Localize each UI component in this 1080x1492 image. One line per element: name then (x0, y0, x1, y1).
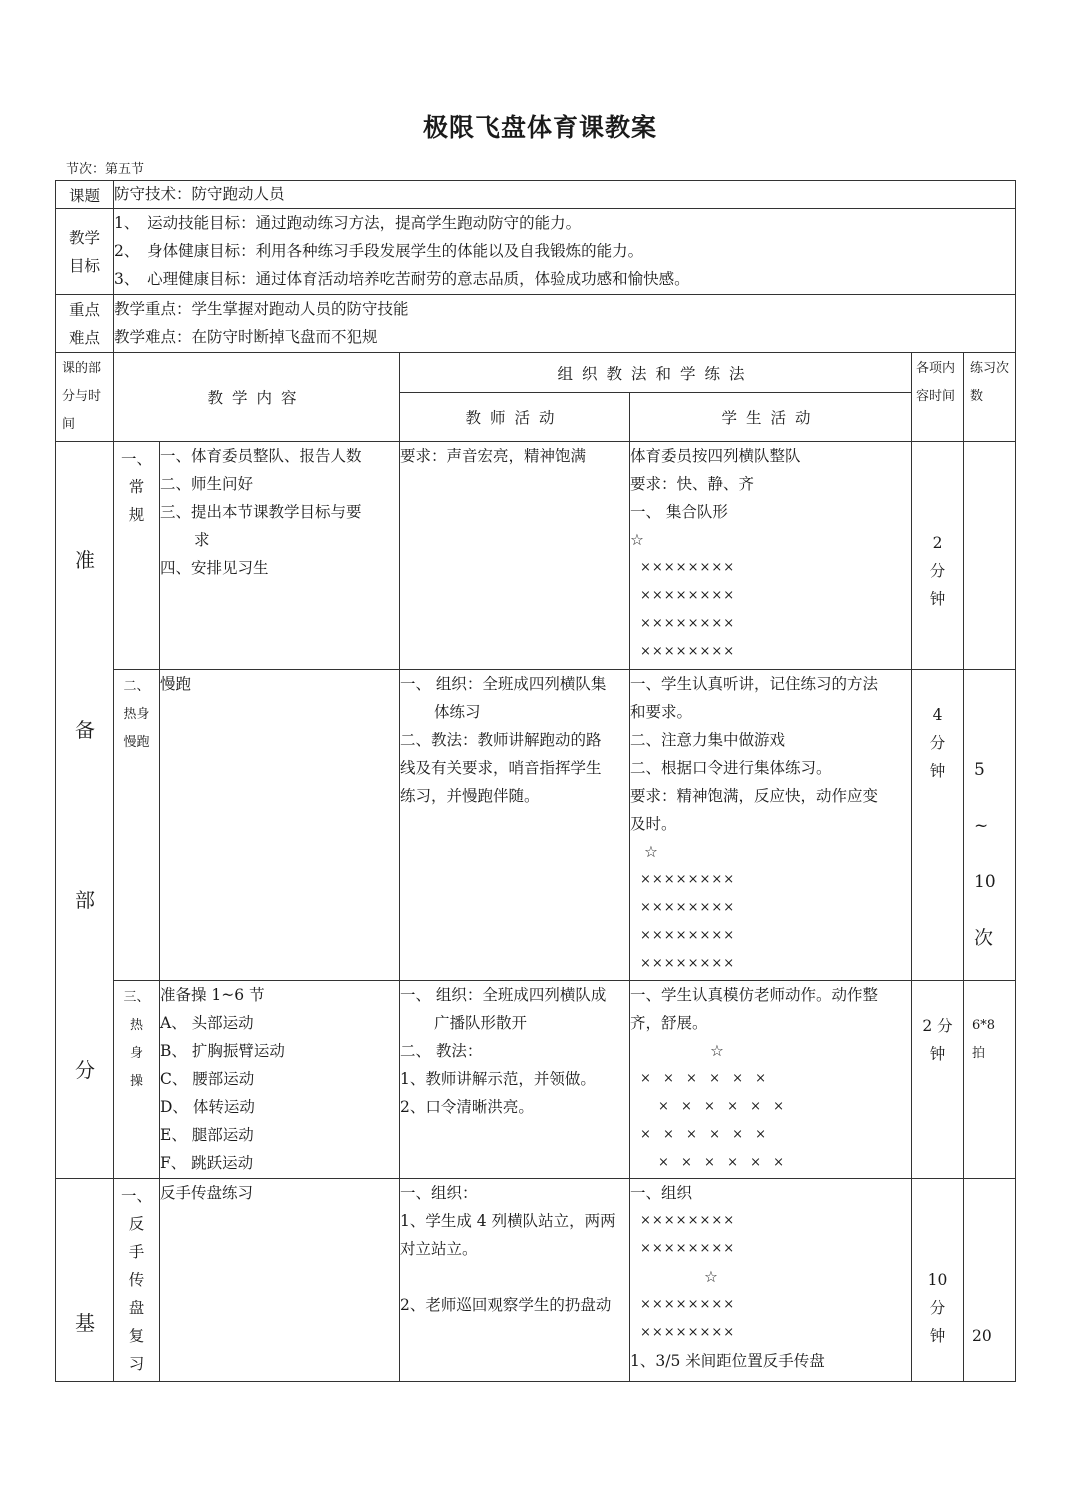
warmup-time: 4 分 钟 (912, 670, 964, 981)
header-content: 教学内容 (114, 353, 400, 442)
warmup-teacher: 一、 组织：全班成四列横队集 体练习 二、教法：教师讲解跑动的路 线及有关要求，哨音指挥学生 练习，并慢跑伴随。 (400, 670, 630, 981)
warmup-content: 慢跑 (160, 670, 400, 981)
objective-item: 3、 心理健康目标：通过体育活动培养吃苦耐劳的意志品质，体验成功感和愉快感。 (114, 270, 690, 288)
keypoints-label: 重点 难点 (56, 295, 114, 353)
routine-time: 2 分 钟 (912, 442, 964, 670)
star-icon: ☆ (630, 531, 644, 549)
keypoints-list (114, 295, 1016, 353)
star-icon: ☆ (710, 1042, 724, 1060)
warmup-student: 一、学生认真听讲，记住练习的方法 和要求。 二、注意力集中做游戏 二、根据口令进行集体练习。 要求：精神饱满，反应快，动作应变 及时。 ☆ ×××××××× ×××××××× ×××××××× ×××××××× (630, 670, 912, 981)
section-label: 节次：第五节 (66, 162, 145, 177)
exercise-reps: 6*8 拍 (964, 981, 1016, 1179)
topic-value: 防守技术：防守跑动人员 (114, 181, 1016, 209)
exercise-student: 一、学生认真模仿老师动作。动作整 齐，舒展。 ☆ × × × × × × × × × × × × × × × × × × × × × × × × (630, 981, 912, 1179)
exercise-content: 准备操 1~6 节 A、 头部运动 B、 扩胸振臂运动 C、 腰部运动 D、 体转运动 E、 腿部运动 F、 跳跃运动 (160, 981, 400, 1179)
lesson-plan-table (55, 180, 1016, 1382)
header-student: 学生活动 (630, 393, 912, 442)
prep-part-label: 准 备 部 分 (56, 442, 114, 1179)
header-teacher: 教师活动 (400, 393, 630, 442)
basic-part-label: 基 (56, 1179, 114, 1382)
star-icon: ☆ (644, 843, 658, 861)
objective-item: 2、 身体健康目标：利用各种练习手段发展学生的体能以及自我锻炼的能力。 (114, 242, 644, 260)
backhand-time: 10 分 钟 (912, 1179, 964, 1382)
backhand-student: 一、组织 ×××××××× ×××××××× ☆ ×××××××× ×××××××× 1、3/5 米间距位置反手传盘 (630, 1179, 912, 1382)
warmup-section: 二、 热身 慢跑 (114, 670, 160, 981)
objectives-list (114, 209, 1016, 295)
star-icon: ☆ (704, 1268, 718, 1286)
backhand-teacher: 一、组织： 1、学生成 4 列横队站立，两两 对立站立。 2、老师巡回观察学生的扔盘动 (400, 1179, 630, 1382)
routine-teacher: 要求：声音宏亮，精神饱满 (400, 442, 630, 670)
header-item-time: 各项内 容时间 (912, 353, 964, 442)
header-part-time: 课的部 分与时 间 (56, 353, 114, 442)
exercise-section: 三、 热 身 操 (114, 981, 160, 1179)
routine-section: 一、 常 规 (114, 442, 160, 670)
keypoint-item: 教学重点：学生掌握对跑动人员的防守技能 (114, 300, 409, 318)
exercise-time: 2 分 钟 (912, 981, 964, 1179)
backhand-content: 反手传盘练习 (160, 1179, 400, 1382)
backhand-section: 一、 反 手 传 盘 复 习 (114, 1179, 160, 1382)
warmup-reps: 5 ~ 10 次 (964, 670, 1016, 981)
page-title: 极限飞盘体育课教案 (422, 113, 657, 142)
routine-student: 体育委员按四列横队整队 要求：快、静、齐 一、 集合队形 ☆ ×××××××× ×××××××× ×××××××× ×××××××× (630, 442, 912, 670)
routine-reps (964, 442, 1016, 670)
topic-label: 课题 (56, 181, 114, 209)
objective-item: 1、 运动技能目标：通过跑动练习方法，提高学生跑动防守的能力。 (114, 214, 582, 232)
header-method: 组织教法和学练法 (400, 353, 912, 393)
header-reps: 练习次 数 (964, 353, 1016, 442)
exercise-teacher: 一、 组织：全班成四列横队成 广播队形散开 二、 教法： 1、教师讲解示范，并领做。 2、口令清晰洪亮。 (400, 981, 630, 1179)
routine-content: 一、体育委员整队、报告人数 二、师生问好 三、提出本节课教学目标与要 求 四、安排见习生 (160, 442, 400, 670)
keypoint-item: 教学难点：在防守时断掉飞盘而不犯规 (114, 328, 378, 346)
backhand-reps: 20 (964, 1179, 1016, 1382)
objectives-label: 教学 目标 (56, 209, 114, 295)
